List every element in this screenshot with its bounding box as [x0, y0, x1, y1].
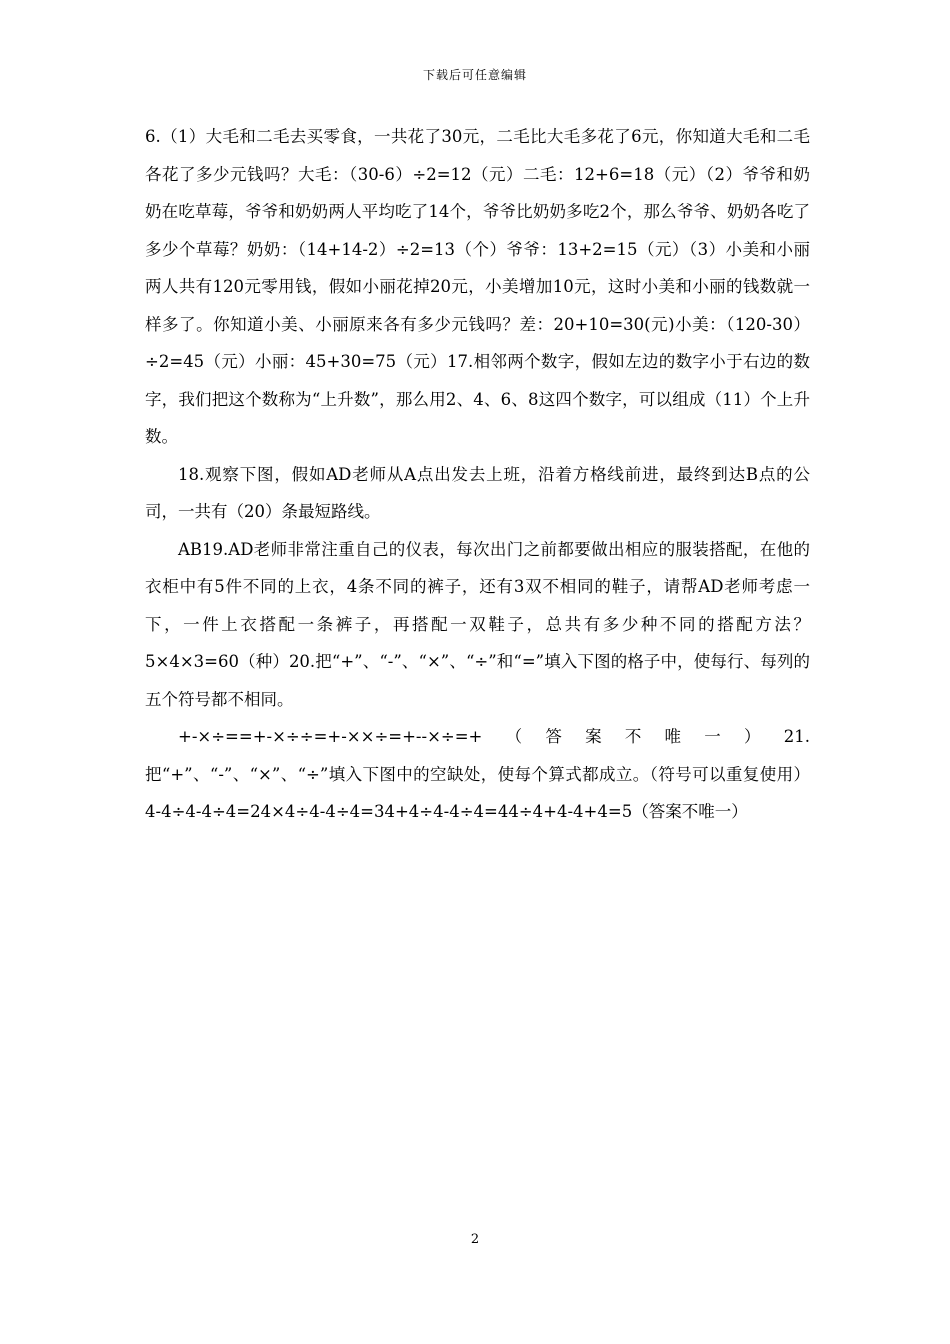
- paragraph-problem-21: +-×÷==+-×÷÷=+-××÷=+--×÷=+（答案不唯一）21.把“+”、“-”、“×”、“÷”填入下图中的空缺处，使每个算式都成立。（符号可以重复使用）4-4÷4-4÷4=24×4÷4-4÷4=34+4÷4-4÷4=44÷4+4-4+4=5（答案不唯一）: [145, 727, 810, 821]
- paragraph-problem-18: 18.观察下图，假如AD老师从A点出发去上班，沿着方格线前进，最终到达B点的公司，一共有（20）条最短路线。: [145, 464, 810, 521]
- page-number: 2: [470, 1232, 480, 1247]
- document-body: [145, 118, 810, 831]
- paragraph-problems-6-17: 6.（1）大毛和二毛去买零食，一共花了30元，二毛比大毛多花了6元，你知道大毛和二毛各花了多少元钱吗？大毛：（30-6）÷2=12（元）二毛：12+6=18（元）（2）爷爷和奶奶在吃草莓，爷爷和奶奶两人平均吃了14个，爷爷比奶奶多吃2个，那么爷爷、奶奶各吃了多少个草莓？奶奶：（14+14-2）÷2=13（个）爷爷：13+2=15（元）（3）小美和小丽两人共有120元零用钱，假如小丽花掉20元，小美增加10元，这时小美和小丽的钱数就一样多了。你知道小美、小丽原来各有多少元钱吗？差：20+10=30(元)小美：（120-30）÷2=45（元）小丽：45+30=75（元）17.相邻两个数字，假如左边的数字小于右边的数字，我们把这个数称为“上升数”，那么用2、4、6、8这四个数字，可以组成（11）个上升数。: [145, 127, 810, 446]
- page-header: 下载后可任意编辑: [422, 68, 527, 82]
- paragraph-problems-19-20: AB19.AD老师非常注重自己的仪表，每次出门之前都要做出相应的服装搭配，在他的衣柜中有5件不同的上衣，4条不同的裤子，还有3双不相同的鞋子，请帮AD老师考虑一下，一件上衣搭配一条裤子，再搭配一双鞋子，总共有多少种不同的搭配方法？5×4×3=60（种）20.把“+”、“-”、“×”、“÷”和“=”填入下图的格子中，使每行、每列的五个符号都不相同。: [145, 539, 810, 709]
